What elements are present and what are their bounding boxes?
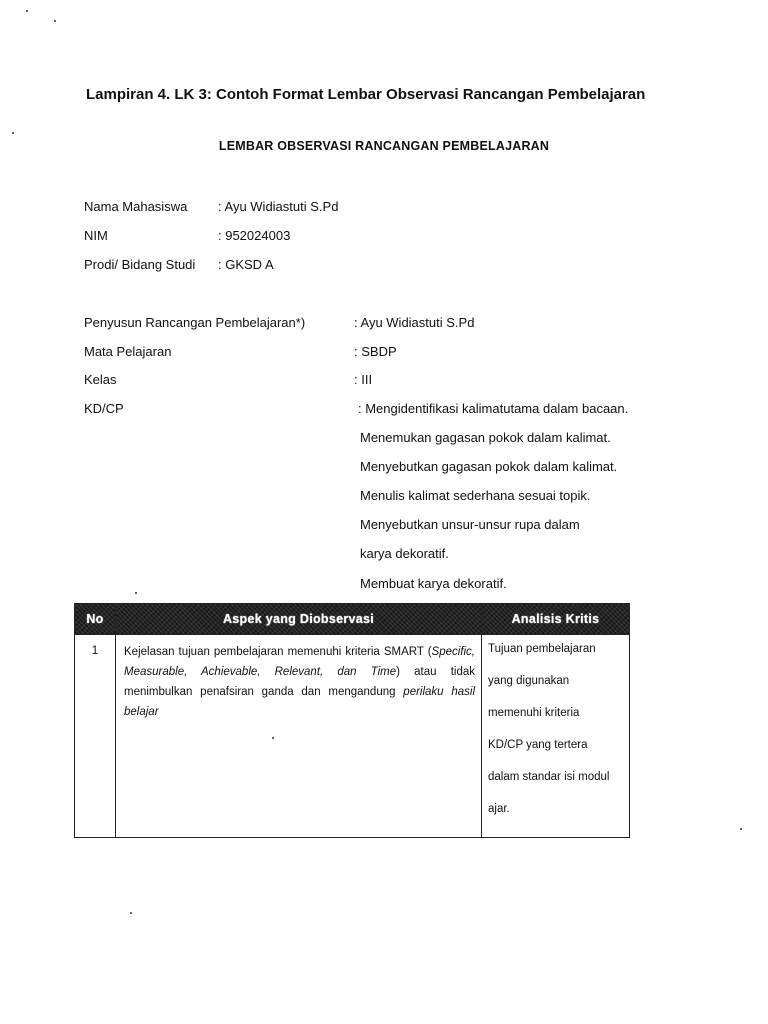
analisis-line: yang digunakan [488, 675, 570, 687]
author-label: Penyusun Rancangan Pembelajaran*) [84, 315, 306, 330]
header-analisis [482, 604, 630, 635]
scan-speck [54, 20, 56, 22]
kd-label: KD/CP [84, 401, 124, 416]
analisis-line: dalam standar isi modul [488, 771, 610, 783]
scan-speck [130, 912, 132, 914]
kd-line: Menyebutkan unsur-unsur rupa dalam [360, 517, 580, 532]
header-no-label: No [86, 612, 104, 626]
subject-value: : SBDP [354, 344, 397, 359]
kd-line: Membuat karya dekoratif. [360, 576, 507, 591]
analisis-line: memenuhi kriteria [488, 707, 580, 719]
subject-label: Mata Pelajaran [84, 344, 172, 359]
prodi-label: Prodi/ Bidang Studi [84, 257, 196, 272]
kd-line: Menyebutkan gagasan pokok dalam kalimat. [360, 459, 618, 474]
kd-line: Menulis kalimat sederhana sesuai topik. [360, 488, 591, 503]
author-value: : Ayu Widiastuti S.Pd [354, 315, 475, 330]
table-header-row [75, 604, 630, 635]
prodi-value: : GKSD A [218, 257, 274, 272]
analisis-line: KD/CP yang tertera [488, 739, 588, 751]
student-name-label: Nama Mahasiswa [84, 199, 188, 214]
analisis-line: ajar. [488, 803, 510, 815]
student-name-value: : Ayu Widiastuti S.Pd [218, 199, 339, 214]
scan-speck [26, 10, 28, 12]
observation-table [74, 603, 630, 838]
aspek-behavior-terms: perilaku hasil belajar [124, 686, 475, 718]
scan-speck [135, 592, 137, 594]
header-aspek-label: Aspek yang Diobservasi [222, 612, 375, 626]
analisis-cell [482, 635, 630, 838]
aspek-text-cont: ) atau tidak menimbulkan penafsiran ganda dan mengandung [124, 666, 475, 698]
nim-value: : 952024003 [218, 228, 291, 243]
aspek-cell [116, 635, 482, 838]
aspek-smart-terms: Specific, Measurable, Achievable, Relevant, dan Time [124, 646, 475, 678]
class-label: Kelas [84, 372, 117, 387]
scan-speck [740, 828, 742, 830]
kd-line: Menemukan gagasan pokok dalam kalimat. [360, 430, 611, 445]
document-title: Lampiran 4. LK 3: Contoh Format Lembar Observasi Rancangan Pembelajaran [86, 86, 646, 103]
header-no [75, 604, 116, 635]
kd-line: : Mengidentifikasi kalimatutama dalam bacaan. [358, 401, 629, 416]
table-row [75, 635, 630, 838]
nim-label: NIM [84, 228, 108, 243]
header-analisis-label: Analisis Kritis [511, 612, 600, 626]
document-subtitle: LEMBAR OBSERVASI RANCANGAN PEMBELAJARAN [218, 139, 550, 153]
analisis-line: Tujuan pembelajaran [488, 643, 596, 655]
aspek-text: Kejelasan tujuan pembelajaran memenuhi kriteria SMART ( [124, 646, 432, 658]
header-aspek [116, 604, 482, 635]
class-value: : III [354, 372, 373, 387]
row-number: 1 [75, 635, 116, 838]
kd-line: karya dekoratif. [360, 546, 449, 561]
scan-speck [12, 132, 14, 134]
